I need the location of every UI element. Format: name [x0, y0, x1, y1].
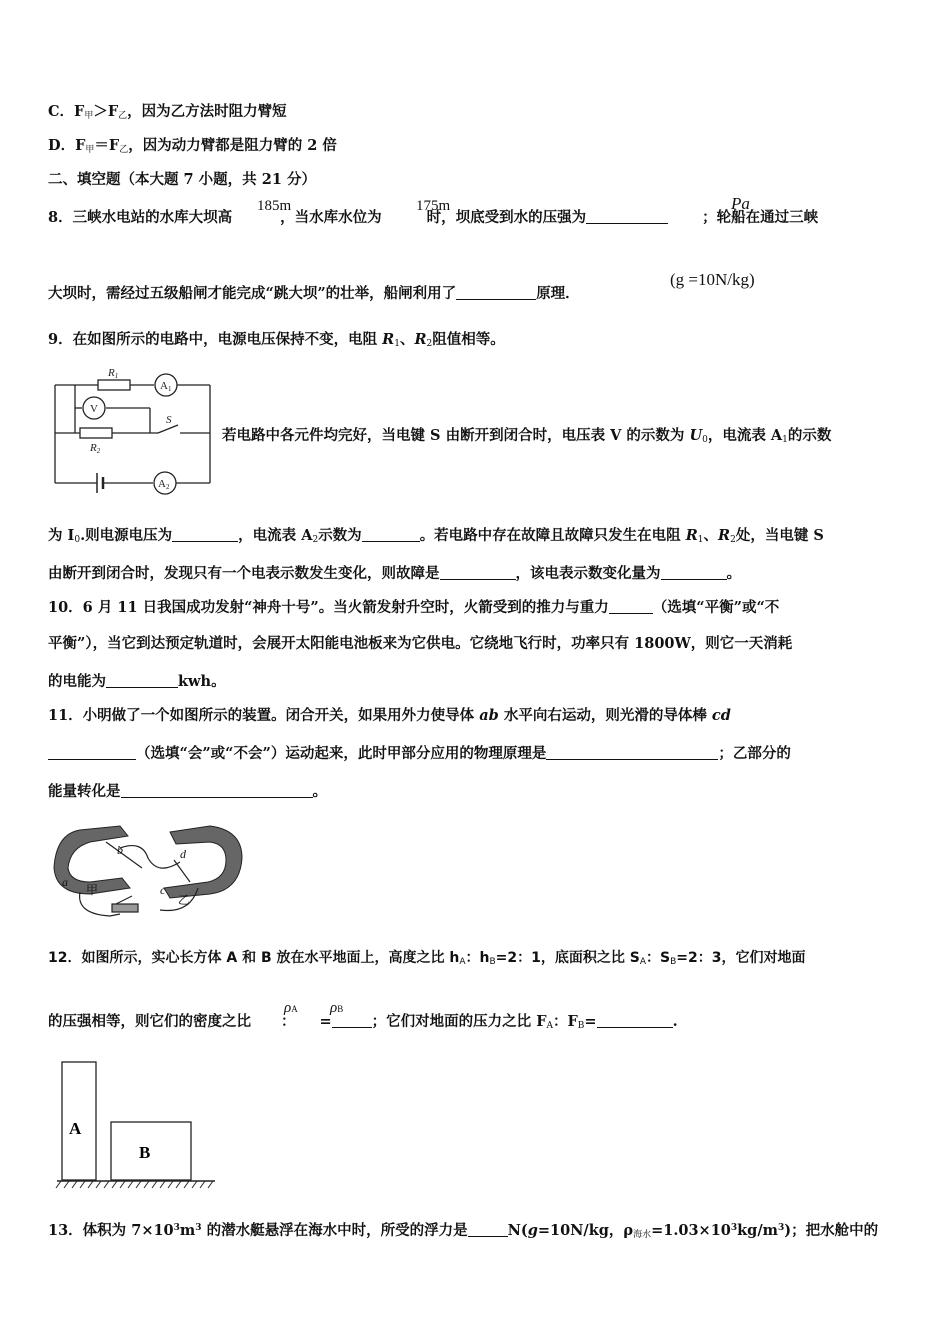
label-a2: A2: [158, 478, 170, 491]
q8-height: 185m: [257, 198, 292, 214]
rho-a: ρA: [284, 1000, 298, 1016]
ground-hatch: [136, 1181, 141, 1188]
q9-line1: 9．在如图所示的电路中，电源电压保持不变，电阻 $R_1$、$R_2$阻值相等。: [48, 331, 505, 349]
q8-unit: Pa: [731, 194, 750, 213]
q10-blank-energy[interactable]: [106, 673, 178, 688]
q8-blank-pressure[interactable]: [586, 209, 668, 224]
q12-blank-force[interactable]: [597, 1013, 673, 1028]
ground-hatch: [208, 1181, 213, 1188]
q9-blank-a2[interactable]: [362, 527, 420, 542]
q9-blank-change[interactable]: [661, 565, 727, 580]
option-c: C．$F_甲>F_乙$，因为乙方法时阻力臂短: [48, 103, 287, 121]
q9-blank-fault[interactable]: [440, 565, 516, 580]
q10-line1: 10．6 月 11 日我国成功发射“神舟十号”。当火箭发射升空时，火箭受到的推力与重力 （选填“平衡”或“不: [48, 599, 780, 616]
ground-hatch: [120, 1181, 125, 1188]
blocks-figure: [55, 1058, 220, 1192]
q11-line2: （选填“会”或“不会”）运动起来，此时甲部分应用的物理原理是 ；乙部分的: [48, 744, 791, 764]
q9-line2: 若电路中各元件均完好，当电键 S 由断开到闭合时，电压表 V 的示数为 $U_0$，电流表 $A_1$的示数: [222, 427, 832, 445]
section-title: 二、填空题（本大题 7 小题，共 21 分）: [48, 171, 316, 188]
q8-line1: 8．三峡水电站的水库大坝高 ，当水库水位为 时，坝底受到水的压强为 ；轮船在通过三峡: [48, 209, 819, 226]
ground-hatch: [168, 1181, 173, 1188]
fig-label-c: c: [160, 883, 166, 897]
q11-blank-energy[interactable]: [121, 783, 313, 798]
ground-hatch: [64, 1181, 69, 1188]
q9-line3: 为 $I_0$.则电源电压为 ，电流表 $A_2$示数为 。若电路中存在故障且故障只发生在电阻 $R_1$、$R_2$处，当电键 S: [48, 527, 824, 545]
ground-hatch: [200, 1181, 205, 1188]
label-b: B: [139, 1143, 151, 1162]
q8-level: 175m: [416, 198, 451, 214]
ground-hatch: [128, 1181, 133, 1188]
ground-hatch: [56, 1181, 61, 1188]
ground-hatch: [104, 1181, 109, 1188]
label-a1: A1: [160, 380, 172, 393]
q8-g: (g =10N/kg): [670, 270, 755, 289]
q9-line4: 由断开到闭合时，发现只有一个电表示数发生变化，则故障是 ，该电表示数变化量为 。: [48, 565, 741, 582]
label-r2: R2: [90, 442, 101, 455]
label-r1: R1: [108, 367, 119, 380]
q11-line3: 能量转化是 。: [48, 783, 327, 800]
fig-label-yi: 乙: [178, 893, 191, 907]
label-v: V: [90, 403, 98, 415]
ground-hatch: [160, 1181, 165, 1188]
q12-line2: 的压强相等，则它们的密度之比 ： = ；它们对地面的压力之比 $F_A$：$F_B=$ .: [48, 1013, 678, 1031]
ground-hatch: [80, 1181, 85, 1188]
ground-hatch: [192, 1181, 197, 1188]
q10-line2: 平衡”），当它到达预定轨道时，会展开太阳能电池板来为它供电。它绕地飞行时，功率只有 1800W，则它一天消耗: [48, 635, 793, 652]
q13-blank-buoyancy[interactable]: [468, 1222, 508, 1237]
block-b: [111, 1122, 191, 1180]
ground-hatch: [72, 1181, 77, 1188]
q9-blank-voltage[interactable]: [172, 527, 238, 542]
ground-hatch: [184, 1181, 189, 1188]
fig-label-d: d: [180, 847, 186, 861]
q13-line1: 13．体积为 $7\times 10^3m^3$ 的潜水艇悬浮在海水中时，所受的浮力是 N(g=10N/kg，$\rho_{海水}=1.03\times 10^3kg/m^3$)；把水舱中的: [48, 1222, 879, 1240]
label-s: S: [166, 414, 172, 426]
option-d: D．$F_甲=F_乙$，因为动力臂都是阻力臂的 2 倍: [48, 137, 337, 155]
ground-hatch: [144, 1181, 149, 1188]
ground-hatch: [176, 1181, 181, 1188]
fig-label-a: a: [62, 875, 68, 889]
q10-line3: 的电能为 kwh。: [48, 673, 226, 690]
circuit-diagram: [50, 365, 215, 495]
q11-blank-principle[interactable]: [546, 745, 718, 760]
q11-blank-move[interactable]: [48, 745, 136, 760]
ground-hatch: [88, 1181, 93, 1188]
fig-label-b: b: [117, 843, 123, 857]
q12-line1: 12．如图所示，实心长方体 A 和 B 放在水平地面上，高度之比 $h_A$：$h_B=2$：1，底面积之比 $S_A$：$S_B=2$：3，它们对地面: [48, 950, 806, 967]
fig-label-jia: 甲: [86, 883, 99, 897]
label-a: A: [69, 1119, 82, 1138]
q10-blank-balance[interactable]: [609, 599, 653, 614]
ground-hatch: [112, 1181, 117, 1188]
q8-blank-principle[interactable]: [456, 285, 536, 300]
ground-hatch: [96, 1181, 101, 1188]
q11-line1: 11．小明做了一个如图所示的装置。闭合开关，如果用外力使导体 ab 水平向右运动，则光滑的导体棒 cd: [48, 707, 731, 724]
q8-line2: 大坝时，需经过五级船闸才能完成“跳大坝”的壮举，船闸利用了 原理．: [48, 285, 580, 302]
rho-b: ρB: [330, 1000, 344, 1016]
ground-hatch: [152, 1181, 157, 1188]
magnet-apparatus-figure: [50, 818, 250, 924]
